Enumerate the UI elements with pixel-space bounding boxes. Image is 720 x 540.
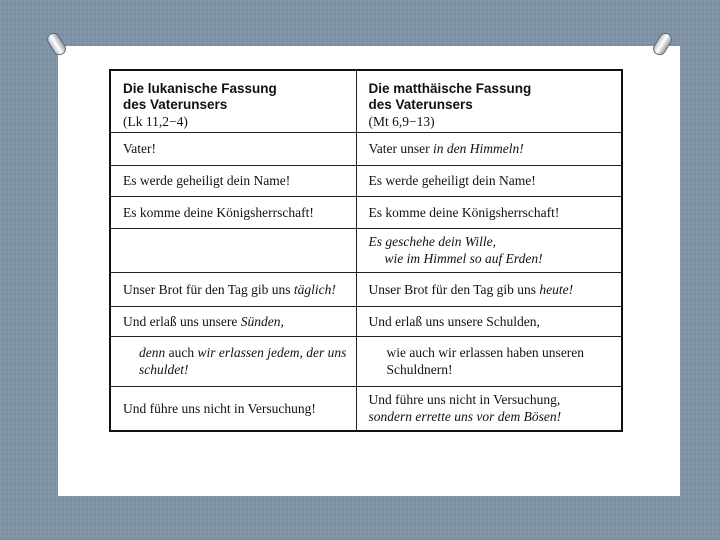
table-row bbox=[110, 228, 622, 272]
right-column-header bbox=[356, 70, 622, 132]
table-row bbox=[110, 336, 622, 386]
right-cell: Unser Brot für den Tag gib uns heute! bbox=[356, 272, 622, 306]
left-header-title1: Die lukanische Fassung bbox=[123, 81, 277, 96]
right-header-title1: Die matthäische Fassung bbox=[368, 81, 532, 96]
table-row bbox=[110, 132, 622, 165]
right-cell: Es komme deine Königsherrschaft! bbox=[356, 196, 622, 228]
left-cell: Unser Brot für den Tag gib uns täglich! bbox=[110, 272, 356, 306]
table-row bbox=[110, 196, 622, 228]
left-cell: Es werde geheiligt dein Name! bbox=[110, 165, 356, 196]
right-cell: Es geschehe dein Wille, wie im Himmel so auf Erden! bbox=[356, 228, 622, 272]
right-cell: wie auch wir erlassen haben unseren Schuldnern! bbox=[356, 336, 622, 386]
table-row bbox=[110, 386, 622, 431]
left-cell-empty bbox=[110, 228, 356, 272]
table-row bbox=[110, 306, 622, 336]
left-header-reference: (Lk 11,2−4) bbox=[123, 114, 188, 129]
left-header-title2: des Vaterunsers bbox=[123, 97, 228, 112]
table-row bbox=[110, 272, 622, 306]
table-row bbox=[110, 165, 622, 196]
left-cell: Vater! bbox=[110, 132, 356, 165]
right-header-title2: des Vaterunsers bbox=[368, 97, 473, 112]
left-cell: Und erlaß uns unsere Sünden, bbox=[110, 306, 356, 336]
right-cell: Es werde geheiligt dein Name! bbox=[356, 165, 622, 196]
right-header-reference: (Mt 6,9−13) bbox=[368, 114, 435, 129]
comparison-table bbox=[109, 69, 623, 432]
left-cell: Und führe uns nicht in Versuchung! bbox=[110, 386, 356, 431]
right-cell: Und erlaß uns unsere Schulden, bbox=[356, 306, 622, 336]
left-column-header bbox=[110, 70, 356, 132]
table-header-row bbox=[110, 70, 622, 132]
left-cell: Es komme deine Königsherrschaft! bbox=[110, 196, 356, 228]
left-cell: denn auch wir erlassen jedem, der uns schuldet! bbox=[110, 336, 356, 386]
right-cell: Vater unser in den Himmeln! bbox=[356, 132, 622, 165]
right-cell: Und führe uns nicht in Versuchung, sondern errette uns vor dem Bösen! bbox=[356, 386, 622, 431]
